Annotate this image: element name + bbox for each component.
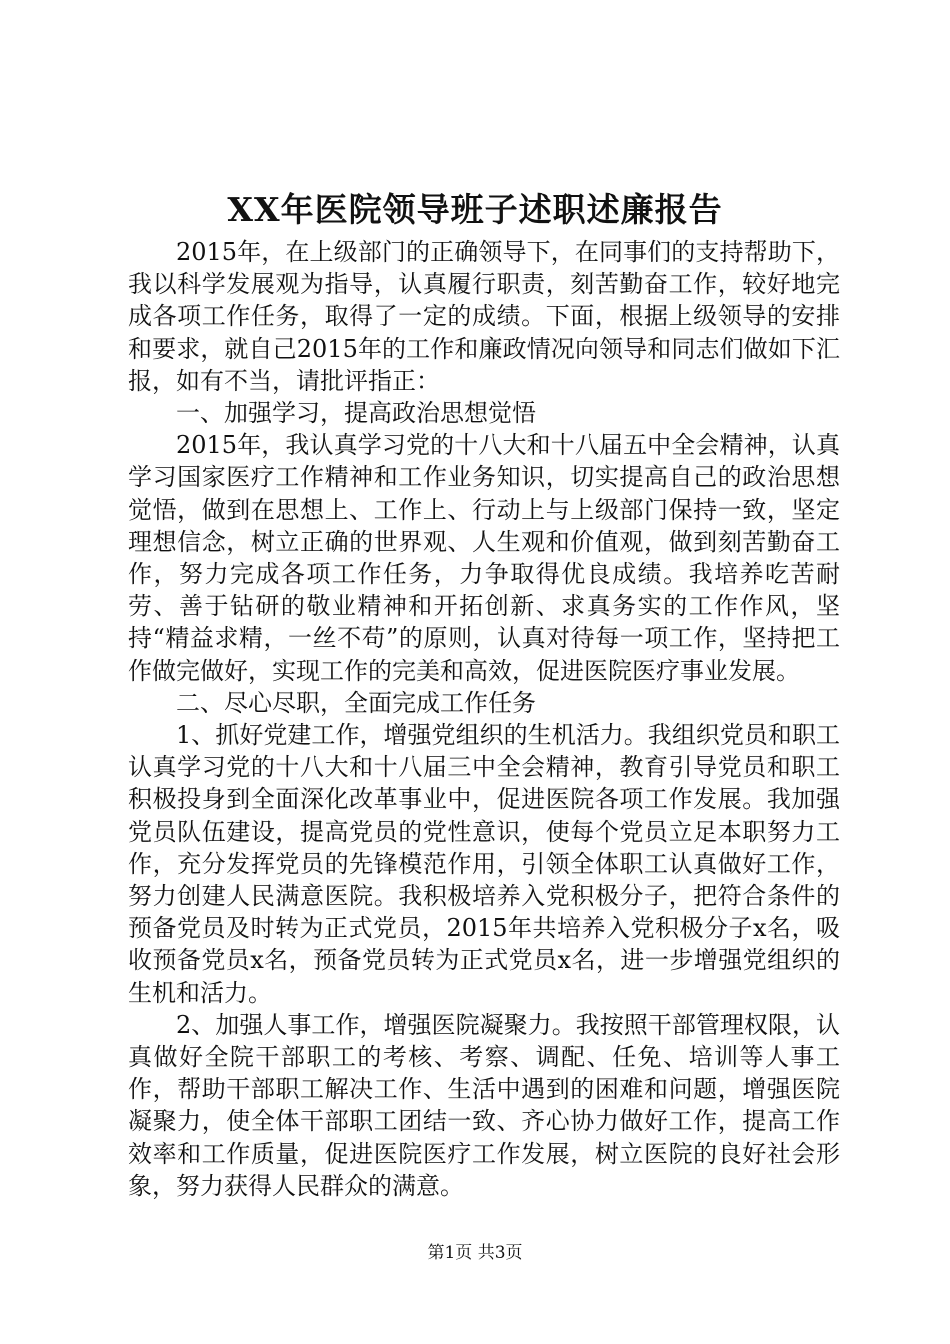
section-1-paragraph: 2015年，我认真学习党的十八大和十八届五中全会精神，认真学习国家医疗工作精神和工作业务知识，切实提高自己的政治思想觉悟，做到在思想上、工作上、行动上与上级部门保持一致，坚定理想信念，树立正确的世界观、人生观和价值观，做到刻苦勤奋工作，努力完成各项工作任务，力争取得优良成绩。我培养吃苦耐劳、善于钻研的敬业精神和开拓创新、求真务实的工作作风，坚持“精益求精，一丝不苟”的原则，认真对待每一项工作，坚持把工作做完做好，实现工作的完美和高效，促进医院医疗事业发展。 bbox=[128, 431, 840, 685]
personnel-work-paragraph: 2、加强人事工作，增强医院凝聚力。我按照干部管理权限，认真做好全院干部职工的考核、考察、调配、任免、培训等人事工作，帮助干部职工解决工作、生活中遇到的困难和问题，增强医院凝聚力，使全体干部职工团结一致、齐心协力做好工作，提高工作效率和工作质量，促进医院医疗工作发展，树立医院的良好社会形象，努力获得人民群众的满意。 bbox=[128, 1010, 840, 1200]
document-title: XX年医院领导班子述职述廉报告 bbox=[227, 190, 723, 229]
intro-paragraph: 2015年，在上级部门的正确领导下，在同事们的支持帮助下，我以科学发展观为指导，认真履行职责，刻苦勤奋工作，较好地完成各项工作任务，取得了一定的成绩。下面，根据上级领导的安排和要求，就自己2015年的工作和廉政情况向领导和同志们做如下汇报，如有不当，请批评指正： bbox=[128, 238, 840, 395]
section-heading-1: 一、加强学习，提高政治思想觉悟 bbox=[176, 399, 536, 428]
party-building-paragraph: 1、抓好党建工作，增强党组织的生机活力。我组织党员和职工认真学习党的十八大和十八届三中全会精神，教育引导党员和职工积极投身到全面深化改革事业中，促进医院各项工作发展。我加强党员队伍建设，提高党员的党性意识，使每个党员立足本职努力工作，充分发挥党员的先锋模范作用，引领全体职工认真做好工作，努力创建人民满意医院。我积极培养入党积极分子，把符合条件的预备党员及时转为正式党员，2015年共培养入党积极分子x名，吸收预备党员x名，预备党员转为正式党员x名，进一步增强党组织的生机和活力。 bbox=[128, 721, 840, 1007]
section-heading-2: 二、尽心尽职，全面完成工作任务 bbox=[176, 688, 536, 717]
page-number-footer: 第1页 共3页 bbox=[427, 1243, 523, 1263]
document-body bbox=[128, 236, 840, 1202]
